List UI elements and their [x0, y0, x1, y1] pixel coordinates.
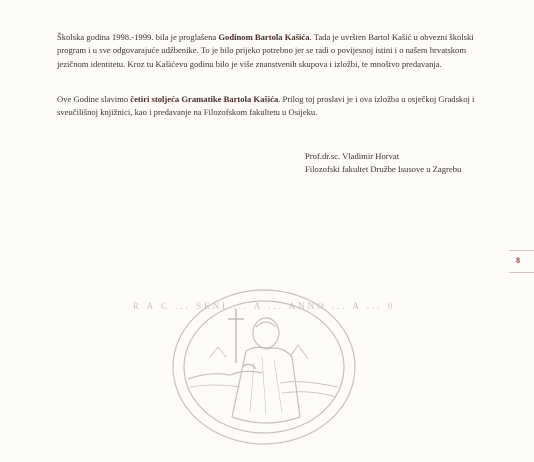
author-affiliation: Filozofski fakultet Družbe Isusove u Zagrebu [305, 164, 462, 175]
page-number-rule [509, 250, 534, 251]
page-number: 8 [516, 256, 520, 265]
engraved-seal-icon [132, 287, 396, 447]
signature-block [305, 150, 461, 177]
intro-paragraph [57, 31, 487, 71]
bold-phrase: Godinom Bartola Kašića [218, 32, 310, 42]
bold-phrase: četiri stoljeća Gramatike Bartola Kašića [130, 94, 279, 104]
celebration-paragraph [57, 93, 487, 120]
paragraph-text: . Prilog toj proslavi je i ova izložba u osječkoj Gradskoj i sveučilišnoj knjižnici, kao i predavanje na Filozofskom fakultetu u Osijeku. [57, 94, 475, 118]
paragraph-text: Ove Godine slavimo [57, 94, 131, 104]
page-number-rule [509, 272, 534, 273]
paragraph-text: . Tada je uvršten Bartol Kašić u obvezni školski program i u sve odgovarajuće udžbenike. To je bilo prijeko potrebno jer se radi o povijesnoj istini i o našem hrvatskom jezičnom identitetu. Kroz tu Kašićevu godinu bilo je više znanstvenih skupova i izložbi, te mnoštvo predavanja. [57, 32, 474, 69]
author-name: Prof.dr.sc. Vladimir Horvat [305, 151, 400, 161]
seal-inscription: R A C ... SENI ... A ... ANNO ... A ... 0 [132, 301, 396, 311]
paragraph-text: Školska godina 1998.-1999. bila je proglašena [57, 32, 219, 42]
